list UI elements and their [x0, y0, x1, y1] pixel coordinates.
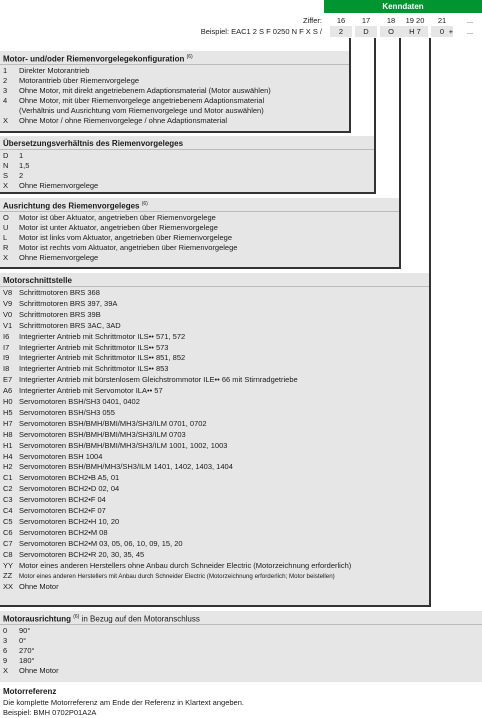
option-code: X: [3, 253, 9, 262]
option-row: [3, 666, 59, 676]
option-row: [3, 441, 227, 451]
section-belt-ratio: [0, 136, 375, 194]
option-code: V9: [3, 298, 13, 308]
option-text: Schrittmotoren BRS 397, 39A: [19, 298, 118, 308]
option-code: X: [3, 181, 9, 190]
option-row: [3, 452, 102, 462]
option-row: [3, 582, 59, 592]
option-code: C4: [3, 506, 13, 515]
option-row: [3, 375, 298, 385]
option-code: V8: [3, 288, 13, 297]
option-text: Servomotoren BSH/BMH/MH3/SH3/ILM 1401, 1402, 1403, 1404: [19, 462, 233, 472]
option-text: Integrierter Antrieb mit Schrittmotor ILS•• 573: [19, 342, 169, 352]
option-text: Servomotoren BSH/BMH/BMI/MH3/SH3/ILM 0701, 0702: [19, 418, 207, 428]
kenndaten-header: Kenndaten: [324, 0, 482, 13]
option-text: Servomotoren BCH2•R 20, 30, 35, 45: [19, 549, 145, 559]
option-text: 1,5: [19, 161, 30, 170]
option-text: Schrittmotoren BRS 39B: [19, 309, 101, 319]
section-title-text: Motor- und/oder Riemenvorgelegekonfiguration: [3, 54, 185, 64]
option-row: [3, 76, 139, 86]
option-row: [3, 161, 29, 171]
option-code: C6: [3, 527, 13, 537]
section-motor-orientation: [0, 611, 482, 682]
option-row: [3, 181, 98, 191]
example-17: D: [355, 26, 377, 37]
option-row: [3, 397, 140, 407]
option-row: [3, 233, 232, 243]
option-code: I7: [3, 342, 10, 352]
section-title-suffix: in Bezug auf den Motoranschluss: [79, 614, 200, 624]
option-code: H1: [3, 440, 13, 450]
option-text: Servomotoren BSH/BMH/BMI/MH3/SH3/ILM 1001, 1002, 1003: [19, 440, 228, 450]
digit-17: 17: [361, 16, 371, 25]
option-row: [3, 517, 119, 527]
option-code: L: [3, 233, 8, 242]
footnote: (6): [73, 614, 80, 620]
option-row: [3, 96, 264, 106]
section-belt-orientation: [0, 198, 400, 269]
option-row: [3, 626, 30, 636]
option-row: [3, 561, 351, 571]
option-text: Ohne Riemenvorgelege: [19, 253, 99, 262]
option-code: H4: [3, 451, 13, 461]
option-row: [3, 253, 98, 263]
option-code: U: [3, 223, 9, 232]
option-code: R: [3, 243, 9, 252]
option-code: 1: [3, 66, 8, 75]
option-code: XX: [3, 582, 14, 592]
option-row: [3, 656, 35, 666]
option-code: 3: [3, 86, 8, 95]
option-row: [3, 550, 144, 560]
option-code: N: [3, 161, 9, 170]
option-text: Servomotoren BCH2•F 07: [19, 506, 106, 515]
option-text: Integrierter Antrieb mit Servomotor ILA•• 57: [19, 386, 163, 396]
option-row: [3, 506, 106, 516]
option-text: Servomotoren BSH/SH3 0401, 0402: [19, 397, 140, 406]
option-code: C7: [3, 538, 13, 548]
option-row: [3, 171, 23, 181]
option-row: [3, 430, 186, 440]
option-text: Integrierter Antrieb mit Schrittmotor ILS•• 851, 852: [19, 353, 186, 363]
example-21: 0: [431, 26, 453, 37]
option-text: Servomotoren BCH2•D 02, 04: [19, 484, 120, 494]
option-text: Motor ist unter Aktuator, angetrieben über Riemenvorgelege: [19, 223, 218, 232]
digit-18: 18: [386, 16, 396, 25]
section-title-text: Übersetzungsverhältnis des Riemenvorgeleges: [3, 139, 184, 148]
option-text: Servomotoren BSH/BMH/BMI/MH3/SH3/ILM 0703: [19, 429, 186, 439]
option-row: [3, 484, 119, 494]
option-text: Schrittmotoren BRS 368: [19, 288, 100, 297]
option-text: 1: [19, 151, 24, 160]
connector-18: [399, 38, 401, 269]
option-row: [3, 528, 108, 538]
option-code: V0: [3, 309, 13, 319]
divider: [0, 624, 482, 625]
option-code: H5: [3, 407, 13, 417]
option-code: X: [3, 666, 9, 675]
option-row: [3, 66, 89, 76]
option-row: [3, 571, 335, 582]
option-row: [3, 332, 185, 342]
divider: [0, 211, 400, 212]
option-text: Motor ist rechts vom Aktuator, angetrieben über Riemenvorgelege: [19, 243, 238, 252]
option-row: [3, 473, 119, 483]
option-text: 2: [19, 171, 24, 180]
section-motor-interface: [0, 273, 430, 607]
option-code: ZZ: [3, 571, 13, 581]
option-code: C8: [3, 549, 13, 559]
option-code: C5: [3, 516, 13, 526]
connector-19-20: [429, 38, 431, 607]
option-code: 6: [3, 646, 8, 655]
connector-17-base: [0, 192, 376, 194]
option-text: Direkter Motorantrieb: [19, 66, 90, 75]
option-text: Motor ist über Aktuator, angetrieben über Riemenvorgelege: [19, 213, 216, 222]
option-text: 180°: [19, 656, 35, 665]
option-row: [3, 353, 185, 363]
option-code: I9: [3, 353, 10, 363]
option-text: (Verhältnis und Ausrichtung vom Riemenvorgelege und Motor auswählen): [19, 106, 264, 115]
option-code: I8: [3, 364, 10, 374]
section-title-text: Motorausrichtung: [3, 614, 71, 624]
option-text: Integrierter Antrieb mit Schrittmotor ILS•• 571, 572: [19, 331, 186, 341]
option-row: [3, 646, 35, 656]
connector-16: [349, 38, 351, 133]
option-text: Schrittmotoren BRS 3AC, 3AD: [19, 320, 121, 330]
option-code: 3: [3, 636, 8, 645]
option-code: 4: [3, 96, 8, 105]
digit-19-20: 19 20: [405, 16, 425, 25]
connector-18-base: [0, 267, 401, 269]
option-row: [3, 364, 168, 374]
option-row: [3, 419, 207, 429]
footnote: (6): [141, 201, 148, 207]
option-text: Servomotoren BCH2•F 04: [19, 495, 106, 505]
section-title: [3, 201, 148, 211]
section-title-text: Ausrichtung des Riemenvorgeleges: [3, 201, 140, 211]
option-code: S: [3, 171, 9, 180]
option-code: E7: [3, 375, 13, 385]
option-row: [3, 106, 264, 116]
option-code: H0: [3, 397, 13, 406]
digit-more: ...: [466, 16, 474, 25]
option-code: I6: [3, 331, 10, 341]
digit-label: Ziffer:: [302, 16, 322, 25]
section-title: [3, 614, 200, 624]
example-more: ...: [466, 27, 474, 36]
connector-17: [374, 38, 376, 194]
option-text: Integrierter Antrieb mit Schrittmotor ILS•• 853: [19, 364, 169, 374]
option-row: [3, 408, 115, 418]
section-motor-config: [0, 51, 350, 133]
option-code: 0: [3, 626, 8, 635]
option-row: [3, 243, 237, 253]
example-label: Beispiel: EAC1 2 S F 0250 N F X S /: [200, 27, 322, 36]
option-code: H8: [3, 429, 13, 439]
motorreferenz-line2: Beispiel: BMH 0702P01A2A: [3, 708, 97, 717]
section-title: [3, 276, 72, 285]
option-text: 270°: [19, 646, 35, 655]
digit-16: 16: [336, 16, 346, 25]
motorreferenz-line1: Die komplette Motorreferenz am Ende der Referenz in Klartext angeben.: [3, 698, 244, 707]
option-text: Servomotoren BCH2•B A5, 01: [19, 473, 120, 483]
example-16: 2: [330, 26, 352, 37]
option-row: [3, 299, 117, 309]
digit-row: [0, 15, 482, 26]
connector-19-20-base: [0, 605, 431, 607]
divider: [0, 286, 430, 287]
example-row: [0, 26, 482, 37]
option-row: [3, 288, 100, 298]
option-text: 90°: [19, 626, 31, 635]
option-code: C1: [3, 473, 13, 483]
option-row: [3, 151, 23, 161]
example-plus: +: [448, 27, 454, 36]
option-text: Motorantrieb über Riemenvorgelege: [19, 76, 140, 85]
option-code: C2: [3, 484, 13, 494]
option-row: [3, 223, 218, 233]
option-text: Ohne Motor / ohne Riemenvorgelege / ohne Adaptionsmaterial: [19, 116, 228, 125]
option-row: [3, 86, 271, 96]
option-code: D: [3, 151, 9, 160]
option-row: [3, 539, 183, 549]
example-18: O: [380, 26, 402, 37]
example-19-20: H 7: [402, 26, 428, 37]
option-text: Motor ist links vom Aktuator, angetrieben über Riemenvorgelege: [19, 233, 233, 242]
option-row: [3, 310, 101, 320]
option-code: 2: [3, 76, 8, 85]
option-text: Ohne Motor, mit über Riemenvorgelege angetriebenem Adaptionsmaterial: [19, 96, 265, 105]
option-row: [3, 116, 227, 126]
option-row: [3, 636, 26, 646]
option-text: Integrierter Antrieb mit bürstenlosem Gleichstrommotor ILE•• 66 mit Stirnradgetriebe: [19, 375, 298, 385]
option-text: Ohne Motor: [19, 666, 59, 675]
option-code: H2: [3, 462, 13, 472]
option-text: 0°: [19, 636, 27, 645]
option-row: [3, 462, 233, 472]
option-code: O: [3, 213, 9, 222]
option-row: [3, 495, 106, 505]
option-row: [3, 386, 163, 396]
option-text: Servomotoren BSH/SH3 055: [19, 407, 115, 417]
section-title: [3, 54, 193, 64]
option-text: Ohne Motor: [19, 582, 59, 592]
option-text: Servomotoren BCH2•M 03, 05, 06, 10, 09, 15, 20: [19, 538, 183, 548]
option-text: Motor eines anderen Herstellers mit Anbau durch Schneider Electric (Motorzeichnung erforderlich; Motor beistellen): [19, 573, 335, 581]
section-title-text: Motorschnittstelle: [3, 276, 72, 285]
digit-21: 21: [437, 16, 447, 25]
option-text: Servomotoren BCH2•M 08: [19, 527, 108, 537]
option-row: [3, 213, 216, 223]
option-row: [3, 321, 121, 331]
option-text: Motor eines anderen Herstellers ohne Anbau durch Schneider Electric (Motorzeichnung erforderlich): [19, 560, 352, 570]
divider: [0, 64, 350, 65]
option-text: Ohne Riemenvorgelege: [19, 181, 99, 190]
option-text: Servomotoren BSH 1004: [19, 451, 103, 461]
divider: [0, 149, 375, 150]
option-code: H7: [3, 418, 13, 428]
option-code: X: [3, 116, 9, 125]
option-text: Servomotoren BCH2•H 10, 20: [19, 516, 120, 526]
section-title: [3, 139, 183, 148]
motorreferenz-title: Motorreferenz: [3, 687, 57, 696]
option-text: Ohne Motor, mit direkt angetriebenem Adaptionsmaterial (Motor auswählen): [19, 86, 271, 95]
footnote: (6): [186, 54, 193, 60]
option-code: YY: [3, 560, 14, 570]
option-row: [3, 343, 168, 353]
option-code: V1: [3, 320, 13, 330]
option-code: C3: [3, 495, 13, 505]
option-code: A6: [3, 386, 13, 396]
connector-16-base: [0, 131, 351, 133]
option-code: 9: [3, 656, 8, 665]
